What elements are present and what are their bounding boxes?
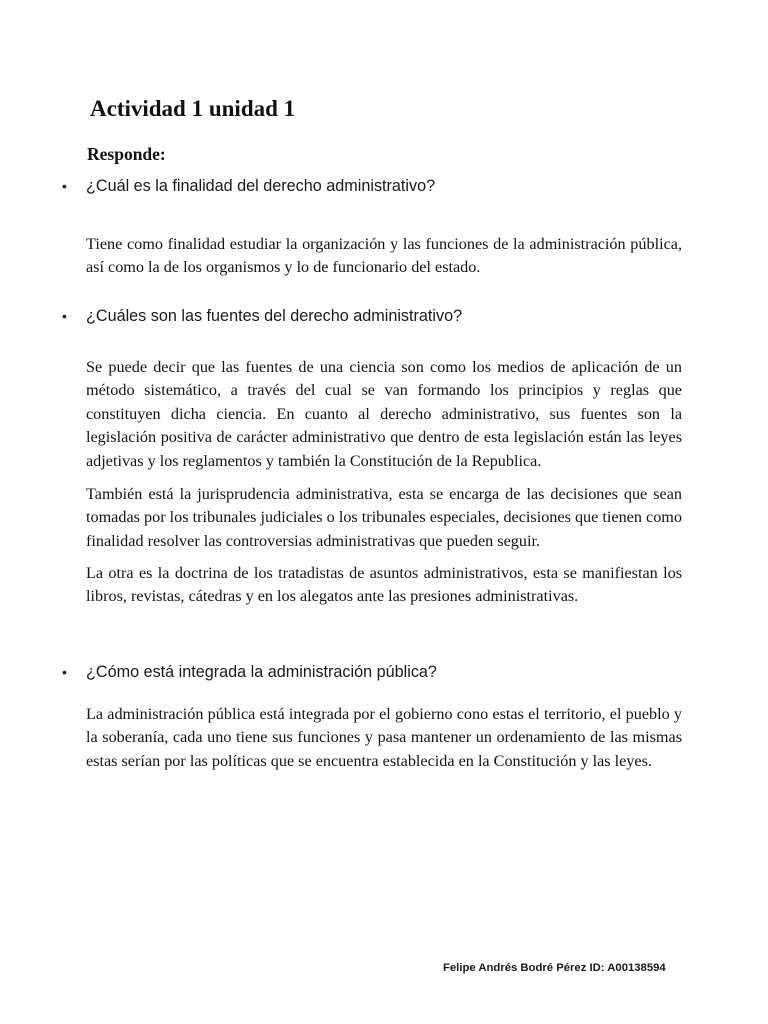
question-3-text: ¿Cómo está integrada la administración pública?	[86, 663, 437, 681]
question-3	[62, 660, 437, 684]
answer-2-paragraph-2: También está la jurisprudencia administrativa, esta se encarga de las decisiones que sean tomadas por los tribunales judiciales o los tribunales especiales, decisiones que tienen como finalidad resolver las controversias administrativas que pueden seguir.	[86, 485, 682, 550]
question-2	[62, 304, 462, 328]
question-1-text: ¿Cuál es la finalidad del derecho administrativo?	[86, 177, 436, 195]
answer-1: Tiene como finalidad estudiar la organización y las funciones de la administración pública, así como la de los organismos y lo de funcionario del estado.	[86, 235, 682, 277]
document-title: Actividad 1 unidad 1	[90, 96, 296, 121]
responde-label: Responde:	[87, 144, 166, 164]
answer-2-paragraph-1: Se puede decir que las fuentes de una ciencia son como los medios de aplicación de un método sistemático, a través del cual se van formando los principios y reglas que constituyen dicha ciencia. En cuanto al derecho administrativo, sus fuentes son la legislación positiva de carácter administrativo que dentro de esta legislación están las leyes adjetivas y los reglamentos y también la Constitución de la Republica.	[86, 358, 682, 470]
answer-3: La administración pública está integrada por el gobierno cono estas el territorio, el pueblo y la soberanía, cada uno tiene sus funciones y pasa mantener un ordenamiento de las mismas estas serían por las políticas que se encuentra establecida en la Constitución y las leyes.	[86, 705, 682, 770]
bullet-icon: •	[62, 178, 67, 194]
question-1	[62, 174, 435, 198]
bullet-icon: •	[62, 308, 67, 324]
question-2-text: ¿Cuáles son las fuentes del derecho administrativo?	[86, 307, 463, 325]
answer-2-paragraph-3: La otra es la doctrina de los tratadistas de asuntos administrativos, esta se manifiestan los libros, revistas, cátedras y en los alegatos ante las presiones administrativas.	[86, 564, 682, 606]
bullet-icon: •	[62, 664, 67, 680]
author-footer: Felipe Andrés Bodré Pérez ID: A00138594	[443, 962, 666, 974]
